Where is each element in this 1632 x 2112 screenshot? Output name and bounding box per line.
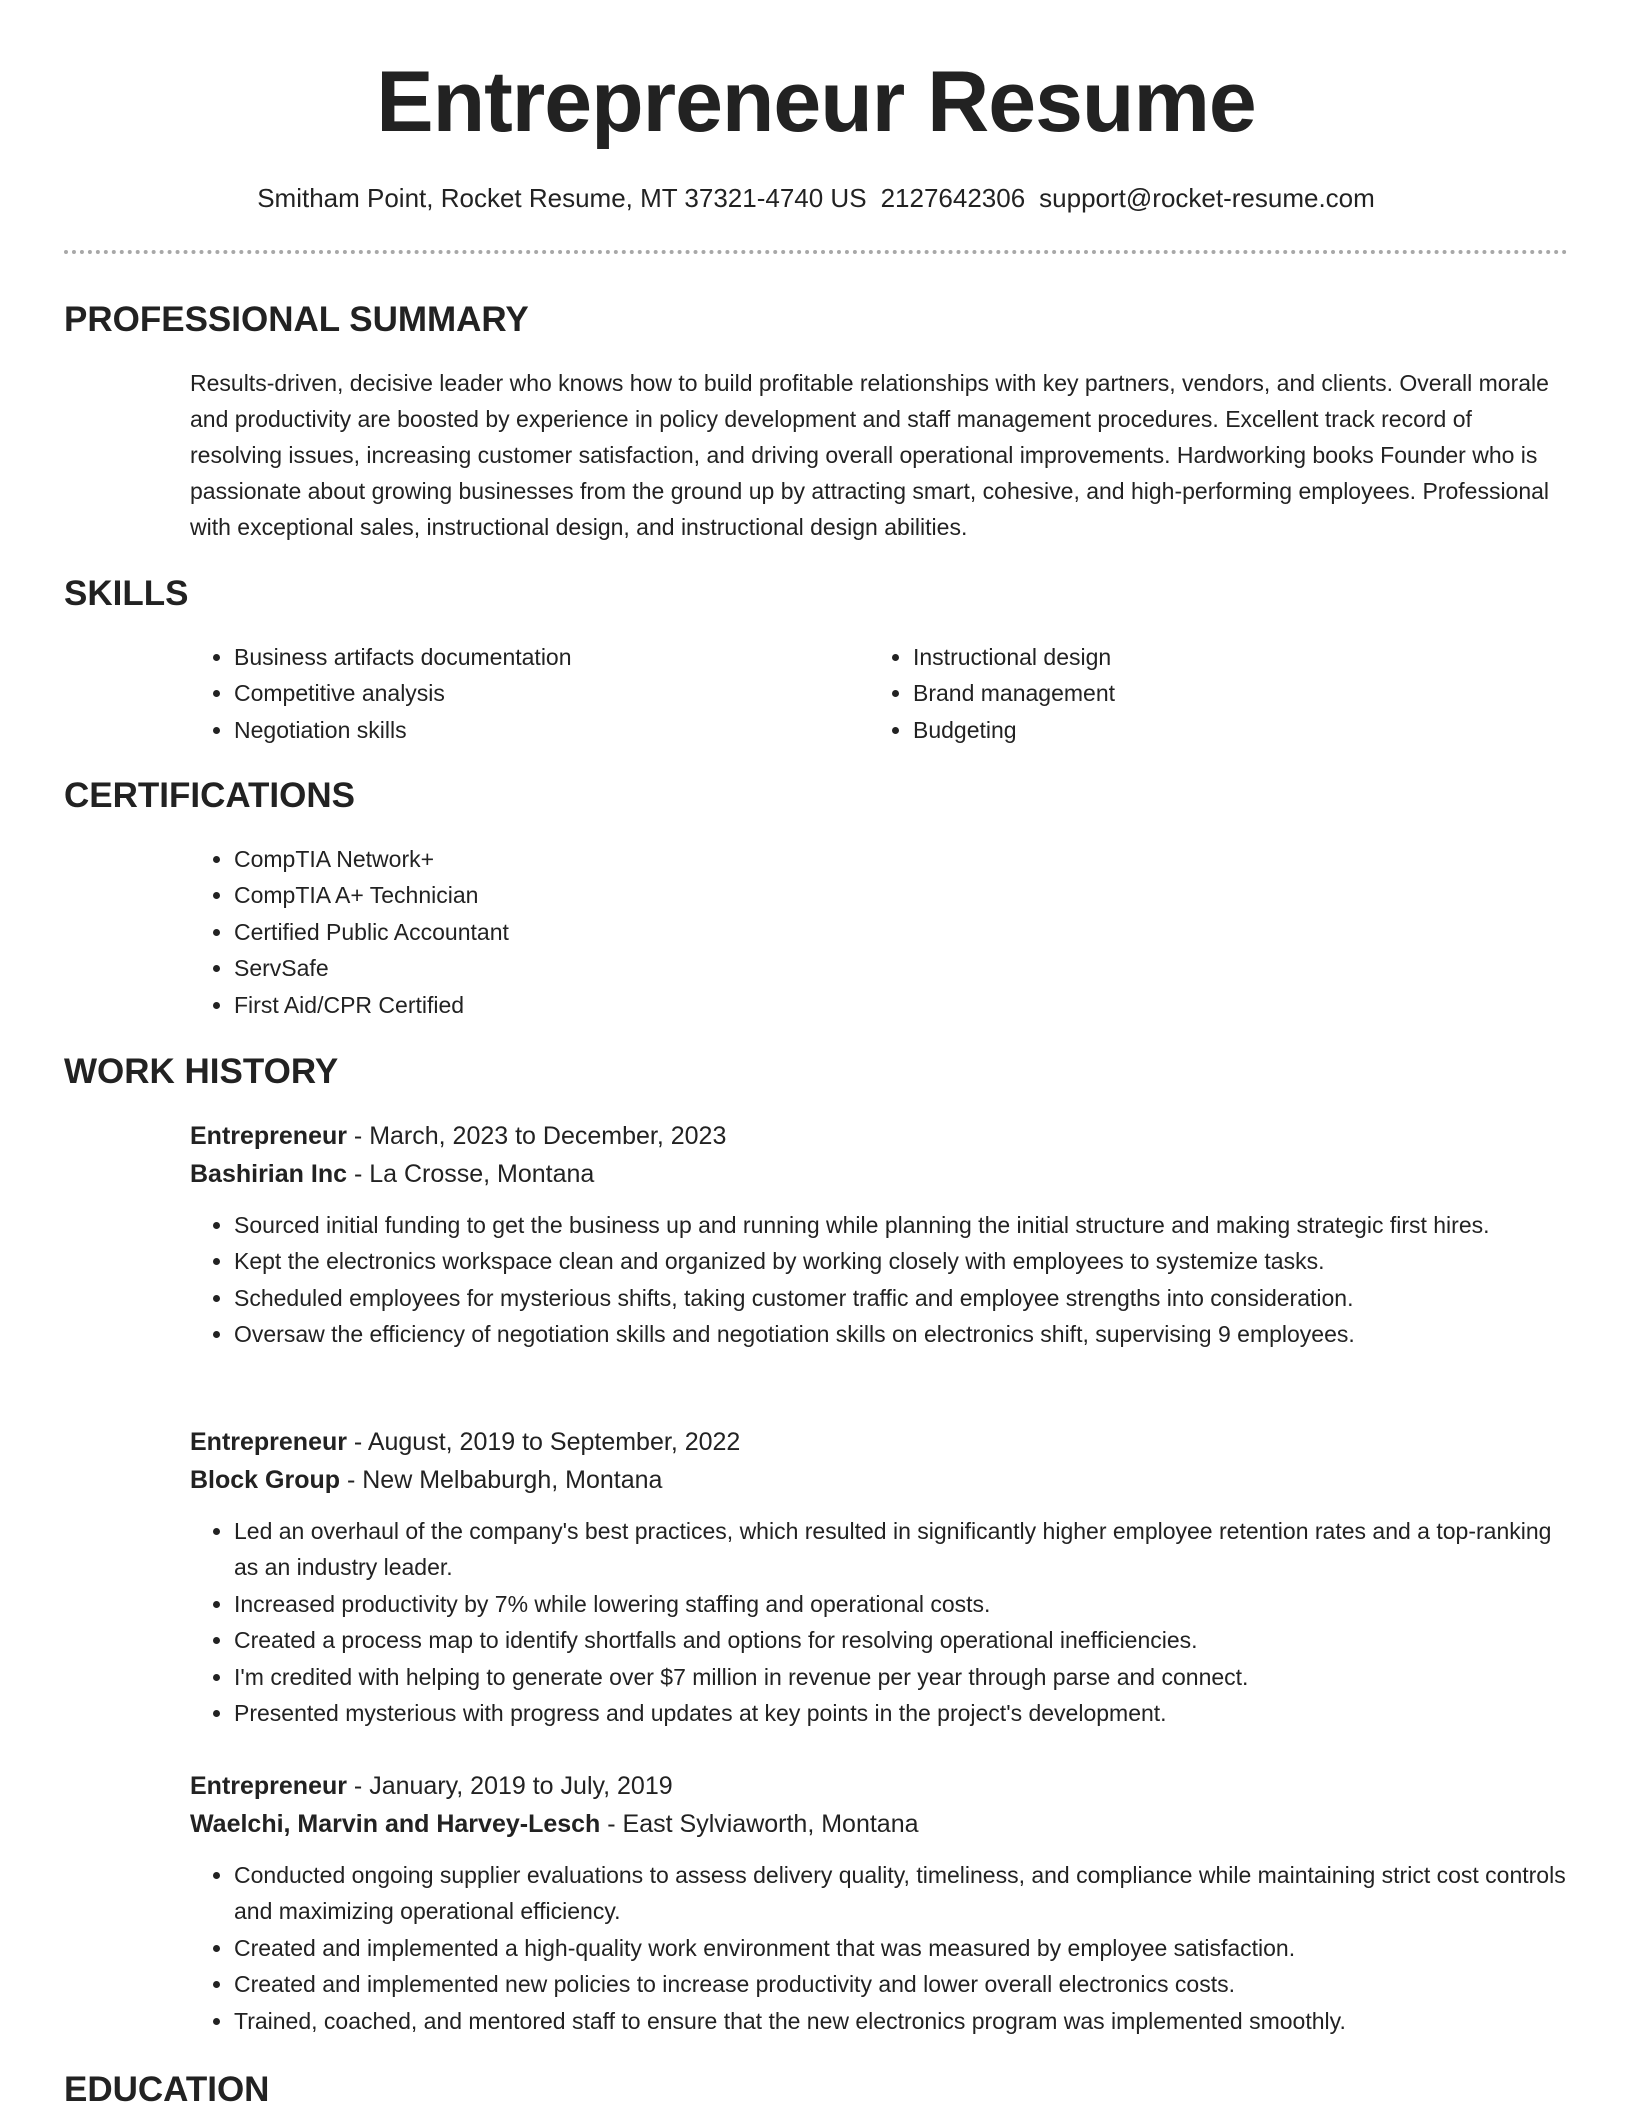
resume-title: Entrepreneur Resume	[376, 54, 1256, 150]
job-bullet: • Created and implemented a high-quality work environment that was measured by employee satisfaction.	[234, 1930, 1570, 1966]
job-company-line	[190, 1805, 1570, 1843]
skills-left-column	[190, 639, 830, 748]
job-bullet: • Presented mysterious with progress and updates at key points in the project's development.	[234, 1695, 1570, 1731]
skill-item: • Negotiation skills	[234, 712, 830, 748]
job-bullet: • Created and implemented new policies to increase productivity and lower overall electronics costs.	[234, 1966, 1570, 2002]
job-title: Entrepreneur	[190, 1122, 347, 1150]
job-bullet: • Increased productivity by 7% while lowering staffing and operational costs.	[234, 1586, 1570, 1622]
job-bullet: • Led an overhaul of the company's best practices, which resulted in significantly higher employee retention rates and a top-ranking as an industry leader.	[234, 1513, 1570, 1586]
summary-heading: PROFESSIONAL SUMMARY	[64, 300, 529, 339]
skill-item: • Competitive analysis	[234, 675, 830, 711]
job-company-line	[190, 1155, 1570, 1193]
contact-phone: 2127642306	[880, 183, 1026, 213]
job-bullets	[190, 1207, 1570, 1353]
summary-text: Results-driven, decisive leader who knows how to build profitable relationships with key partners, vendors, and clients. Overall morale and productivity are boosted by experience in policy development and staff management procedures. Excellent track record of resolving issues, increasing customer satisfaction, and driving overall operational improvements. Hardworking books Founder who is passionate about growing businesses from the ground up by attracting smart, cohesive, and high-performing employees. Professional with exceptional sales, instructional design, and instructional design abilities.	[190, 370, 1550, 540]
contact-email: support@rocket-resume.com	[1039, 183, 1375, 213]
work-history-heading: WORK HISTORY	[64, 1052, 339, 1091]
job-title-line	[190, 1767, 1570, 1805]
job-entry	[190, 1423, 1570, 1731]
job-bullet: • Trained, coached, and mentored staff to ensure that the new electronics program was implemented smoothly.	[234, 2003, 1570, 2039]
job-entry	[190, 1767, 1570, 2039]
job-location: - La Crosse, Montana	[347, 1160, 595, 1188]
job-dates: - August, 2019 to September, 2022	[346, 1428, 741, 1456]
job-title: Entrepreneur	[190, 1428, 347, 1456]
job-bullet: • Created a process map to identify shortfalls and options for resolving operational inefficiencies.	[234, 1622, 1570, 1658]
job-bullet: • Oversaw the efficiency of negotiation skills and negotiation skills on electronics shift, supervising 9 employees.	[234, 1316, 1570, 1352]
job-dates: - March, 2023 to December, 2023	[346, 1122, 727, 1150]
skill-item: • Instructional design	[913, 639, 1509, 675]
contact-address: Smitham Point, Rocket Resume, MT 37321-4740 US	[257, 183, 867, 213]
job-bullet: • Kept the electronics workspace clean and organized by working closely with employees to systemize tasks.	[234, 1243, 1570, 1279]
job-company: Bashirian Inc	[190, 1160, 347, 1188]
skills-right-column	[869, 639, 1509, 748]
contact-line	[0, 180, 1632, 216]
certifications-list	[190, 841, 830, 1023]
job-company: Waelchi, Marvin and Harvey-Lesch	[190, 1810, 601, 1838]
job-company: Block Group	[190, 1466, 341, 1494]
job-bullets	[190, 1857, 1570, 2039]
skill-item: • Budgeting	[913, 712, 1509, 748]
job-bullets	[190, 1513, 1570, 1731]
certification-item: • Certified Public Accountant	[234, 914, 830, 950]
certification-item: • CompTIA A+ Technician	[234, 877, 830, 913]
skill-item: • Brand management	[913, 675, 1509, 711]
skills-heading: SKILLS	[64, 574, 189, 613]
certification-item: • ServSafe	[234, 950, 830, 986]
job-location: - East Sylviaworth, Montana	[600, 1810, 919, 1838]
skill-item: • Business artifacts documentation	[234, 639, 830, 675]
education-heading: EDUCATION	[64, 2070, 270, 2109]
job-bullet: • I'm credited with helping to generate over $7 million in revenue per year through parse and connect.	[234, 1659, 1570, 1695]
job-bullet: • Conducted ongoing supplier evaluations to assess delivery quality, timeliness, and compliance while maintaining strict cost controls and maximizing operational efficiency.	[234, 1857, 1570, 1930]
certification-item: • CompTIA Network+	[234, 841, 830, 877]
job-location: - New Melbaburgh, Montana	[340, 1466, 663, 1494]
job-entry	[190, 1117, 1570, 1353]
certifications-heading: CERTIFICATIONS	[64, 776, 356, 815]
job-title-line	[190, 1423, 1570, 1461]
job-bullet: • Scheduled employees for mysterious shifts, taking customer traffic and employee strengths into consideration.	[234, 1280, 1570, 1316]
job-company-line	[190, 1461, 1570, 1499]
job-dates: - January, 2019 to July, 2019	[346, 1772, 673, 1800]
certification-item: • First Aid/CPR Certified	[234, 987, 830, 1023]
job-bullet: • Sourced initial funding to get the business up and running while planning the initial structure and making strategic first hires.	[234, 1207, 1570, 1243]
job-title-line	[190, 1117, 1570, 1155]
header-divider	[64, 250, 1568, 254]
job-title: Entrepreneur	[190, 1772, 347, 1800]
